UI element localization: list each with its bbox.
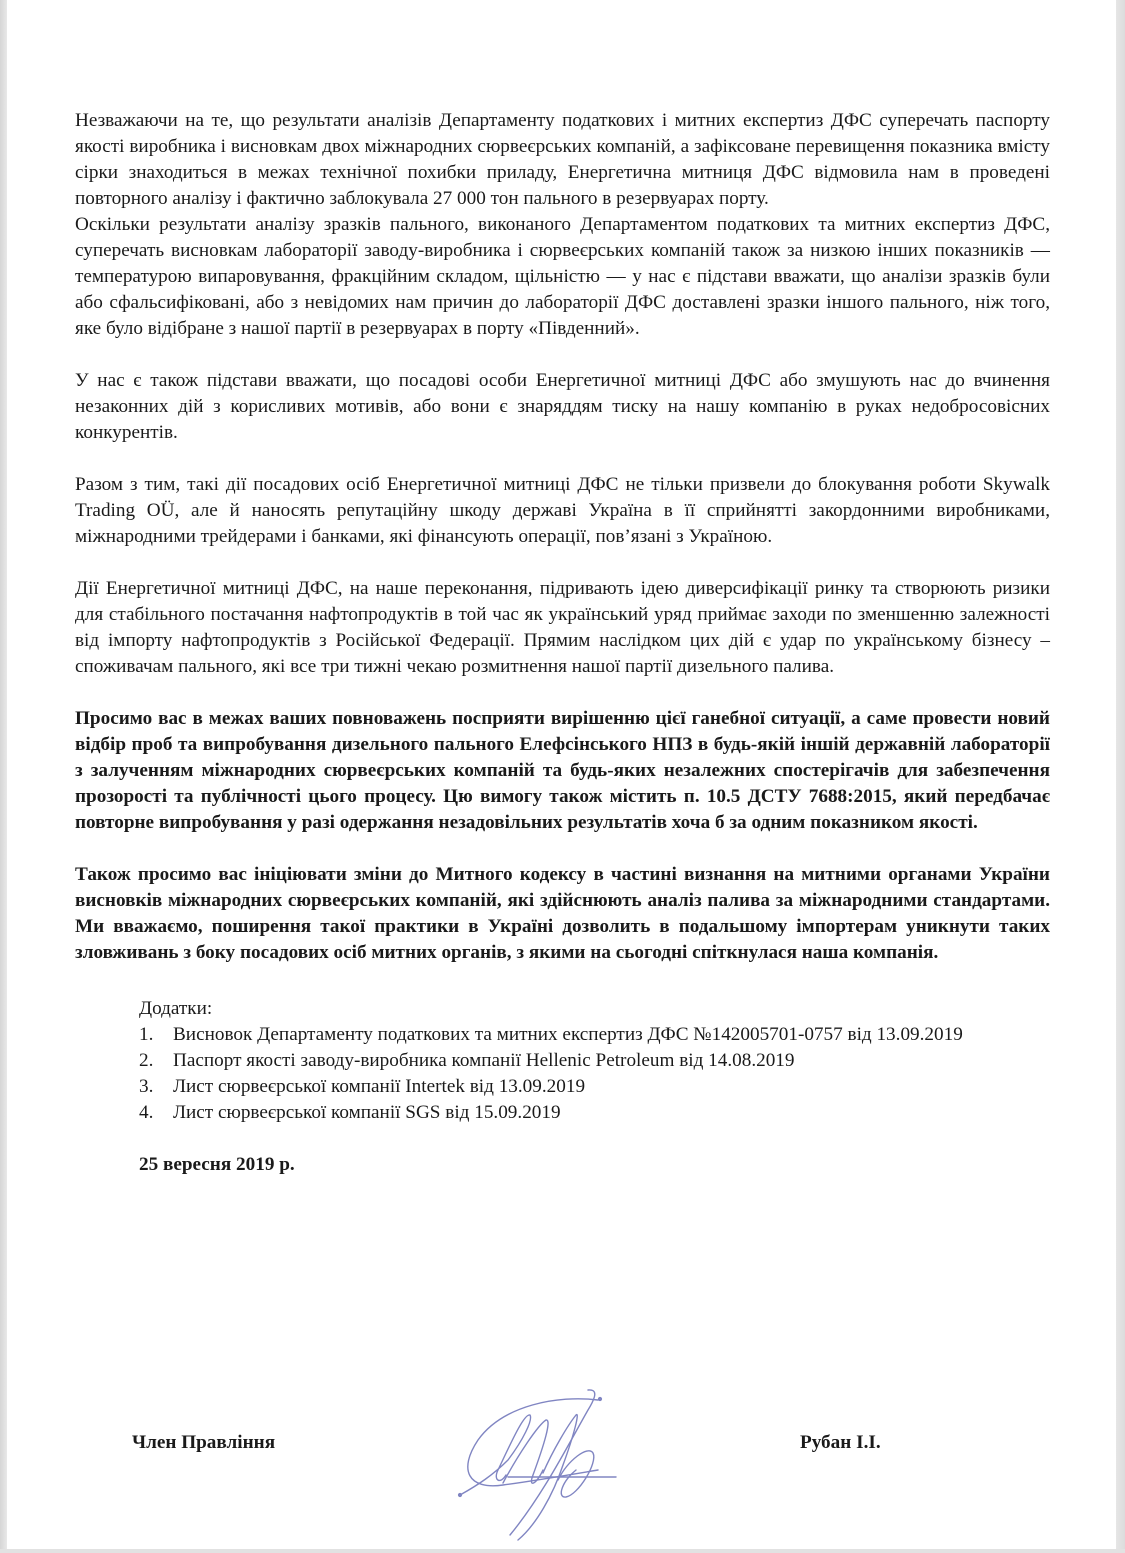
paragraph-spacer: [75, 446, 1050, 472]
attachment-number: 3.: [139, 1076, 154, 1097]
attachment-number: 2.: [139, 1050, 154, 1071]
signer-position: Член Правління: [132, 1432, 276, 1453]
paragraph-market-diversification: Дії Енергетичної митниці ДФС, на наше переконання, підривають ідею диверсифікації ринку та створюють ризики для стабільного постачання нафтопродуктів в той час як український уряд приймає заходи по зменшенню залежності від імпорту нафтопродуктів з Російської Федерації. Прямим наслідком цих дій є удар по українському бізнесу – споживачам пального, які все три тижні чекаю розмитнення нашої партії дизельного палива.: [75, 578, 1050, 677]
attachment-number: 4.: [139, 1102, 154, 1123]
paragraph-sample-discrepancy: Оскільки результати аналізу зразків пального, виконаного Департаментом податкових та митних експертиз ДФС, суперечать висновкам лабораторії заводу-виробника і сюрвеєрських компаній також за низкою інших показників — температурою випаровування, фракційним складом, щільністю — у нас є підстави вважати, що аналізи зразків були або сфальсифіковані, або з невідомих нам причин до лабораторії ДФС доставлені зразки іншого пального, ніж того, яке було відібране з нашої партії в резервуарах в порту «Південний».: [75, 214, 1050, 339]
paragraph-spacer: [75, 836, 1050, 862]
attachment-text: Лист сюрвеєрської компанії Intertek від 13.09.2019: [173, 1076, 586, 1097]
attachment-item: [139, 1100, 1050, 1126]
attachment-number: 1.: [139, 1024, 154, 1045]
attachments-list: [139, 1022, 1050, 1126]
attachment-item: [139, 1022, 1050, 1048]
letter-date: 25 вересня 2019 р.: [139, 1154, 295, 1175]
paragraph-request-retesting: Просимо вас в межах ваших повноважень посприяти вирішенню цієї ганебної ситуації, а саме провести новий відбір проб та випробування дизельного пального Елефсінського НПЗ в будь-якій іншій державній лабораторії з залученням міжнародних сюрвеєрських компаній та будь-яких незалежних спостерігачів для забезпечення прозорості та публічності цього процесу. Цю вимогу також містить п. 10.5 ДСТУ 7688:2015, який передбачає повторне випробування у разі одержання незадовільних результатів хоча б за одним показником якості.: [75, 708, 1050, 833]
paragraph-spacer: [75, 550, 1050, 576]
signer-name: Рубан І.І.: [800, 1432, 881, 1453]
attachments-section: [75, 996, 1050, 1126]
document-page: [7, 0, 1116, 1549]
paragraph-suspicion: У нас є також підстави вважати, що посадові особи Енергетичної митниці ДФС або змушують нас до вчинення незаконних дій з корисливих мотивів, або вони є знаряддям тиску на нашу компанію в руках недобросовісних конкурентів.: [75, 370, 1050, 443]
attachment-text: Лист сюрвеєрської компанії SGS від 15.09.2019: [173, 1102, 561, 1123]
paragraph-request-customs-code-changes: Також просимо вас ініціювати зміни до Митного кодексу в частині визнання на митними органами України висновків міжнародних сюрвеєрських компаній, які здійснюють аналіз палива за міжнародними стандартами. Ми вважаємо, поширення такої практики в Україні дозволить в подальшому імпортерам уникнути таких зловживань з боку посадових осіб митних органів, з якими на сьогодні спіткнулася наша компанія.: [75, 864, 1050, 963]
attachment-text: Висновок Департаменту податкових та митних експертиз ДФС №142005701-0757 від 13.09.2019: [173, 1024, 963, 1045]
letter-body: [75, 108, 1050, 1178]
attachments-title: Додатки:: [139, 998, 213, 1019]
attachment-item: [139, 1074, 1050, 1100]
paragraph-spacer: [75, 342, 1050, 368]
page-edge-right: [1116, 0, 1125, 1553]
page-edge-left: [0, 0, 7, 1553]
paragraph-reputational-damage: Разом з тим, такі дії посадових осіб Енергетичної митниці ДФС не тільки призвели до блокування роботи Skywalk Trading OÜ, але й наносять репутаційну шкоду державі Україна в її сприйнятті закордонними виробниками, міжнародними трейдерами і банками, які фінансують операції, пов’язані з Україною.: [75, 474, 1050, 547]
page-edge-bottom: [0, 1549, 1125, 1553]
paragraph-refusal-of-reanalysis: Незважаючи на те, що результати аналізів Департаменту податкових і митних експертиз ДФС суперечать паспорту якості виробника і висновкам двох міжнародних сюрвеєрських компаній, а зафіксоване перевищення показника вмісту сірки знаходиться в межах технічної похибки приладу, Енергетична митниця ДФС відмовила нам в проведені повторного аналізу і фактично заблокувала 27 000 тон пального в резервуарах порту.: [75, 110, 1050, 209]
attachment-item: [139, 1048, 1050, 1074]
paragraph-spacer: [75, 680, 1050, 706]
attachment-text: Паспорт якості заводу-виробника компанії Hellenic Petroleum від 14.08.2019: [173, 1050, 795, 1071]
handwritten-signature-icon: [448, 1385, 618, 1545]
